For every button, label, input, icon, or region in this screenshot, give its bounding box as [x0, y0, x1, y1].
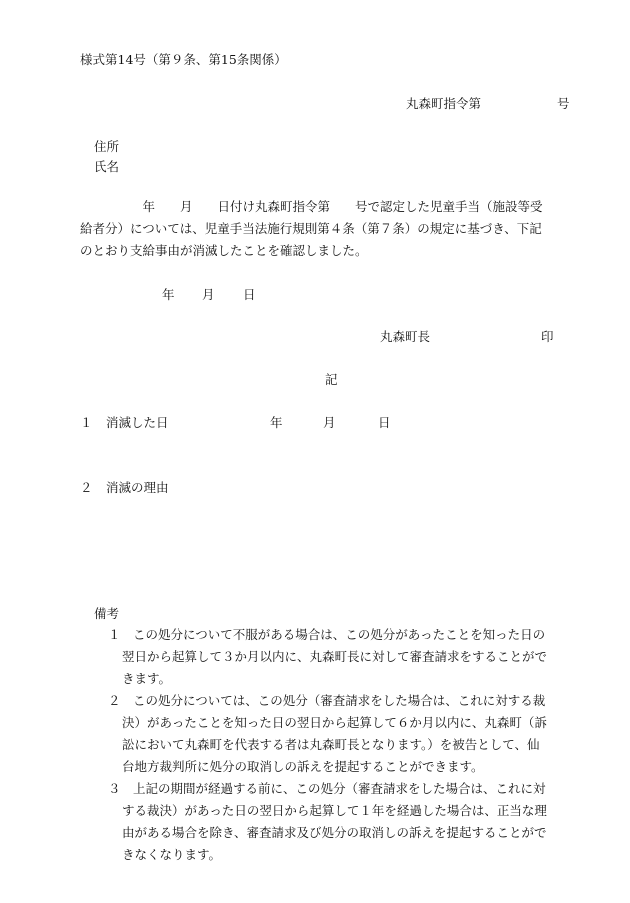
remark-line: ２ この処分については、この処分（審査請求をした場合は、これに対する裁 [108, 693, 546, 708]
remark-line: きなくなります。 [122, 847, 222, 862]
date-month: 月 [202, 287, 215, 302]
body-line: のとおり支給事由が消滅したことを確認しました。 [80, 243, 368, 258]
body-paragraph [80, 196, 590, 262]
item-1-month: 月 [323, 415, 336, 430]
remark-line: 台地方裁判所に処分の取消しの訴えを提起することができます。 [122, 759, 484, 774]
remark-line: １ この処分について不服がある場合は、この処分があったことを知った日の [108, 627, 546, 642]
item-1-year: 年 [270, 415, 283, 430]
issuer-title: 丸森町長 [380, 329, 431, 344]
doc-number-prefix: 丸森町指令第 [406, 96, 482, 111]
remark-line: 訟において丸森町を代表する者は丸森町長となります。）を被告として、仙 [122, 737, 540, 752]
item-1-number: １ [80, 415, 93, 430]
issuer-seal: 印 [541, 329, 554, 344]
date-day: 日 [243, 287, 256, 302]
remark-note-2 [108, 690, 598, 778]
form-number: 様式第14号（第９条、第15条関係） [80, 52, 287, 67]
remark-line: する裁決）があった日の翌日から起算して１年を経過した場合は、正当な理 [122, 803, 547, 818]
ki-heading: 記 [325, 372, 338, 387]
remarks-title: 備考 [94, 606, 120, 621]
item-1-label: 消滅した日 [106, 415, 169, 430]
remark-note-3 [108, 778, 598, 866]
remark-line: 決）があったことを知った日の翌日から起算して６か月以内に、丸森町（訴 [122, 715, 547, 730]
item-1-day: 日 [378, 415, 391, 430]
doc-number-suffix: 号 [557, 96, 570, 111]
item-2-label: 消滅の理由 [106, 480, 169, 495]
body-line: 年 月 日付け丸森町指令第 号で認定した児童手当（施設等受 [80, 199, 543, 214]
body-line: 給者分）については、児童手当法施行規則第４条（第７条）の規定に基づき、下記 [80, 221, 542, 236]
remark-line: きます。 [122, 671, 172, 686]
item-2-number: ２ [80, 480, 93, 495]
remark-line: 由がある場合を除き、審査請求及び処分の取消しの訴えを提起することがで [122, 825, 547, 840]
remark-line: 翌日から起算して３か月以内に、丸森町長に対して審査請求をすることがで [122, 649, 548, 664]
name-label: 氏名 [94, 159, 120, 174]
remark-line: ３ 上記の期間が経過する前に、この処分（審査請求をした場合は、これに対 [108, 781, 546, 796]
remark-note-1 [108, 624, 598, 690]
date-year: 年 [162, 287, 175, 302]
address-label: 住所 [94, 139, 120, 154]
